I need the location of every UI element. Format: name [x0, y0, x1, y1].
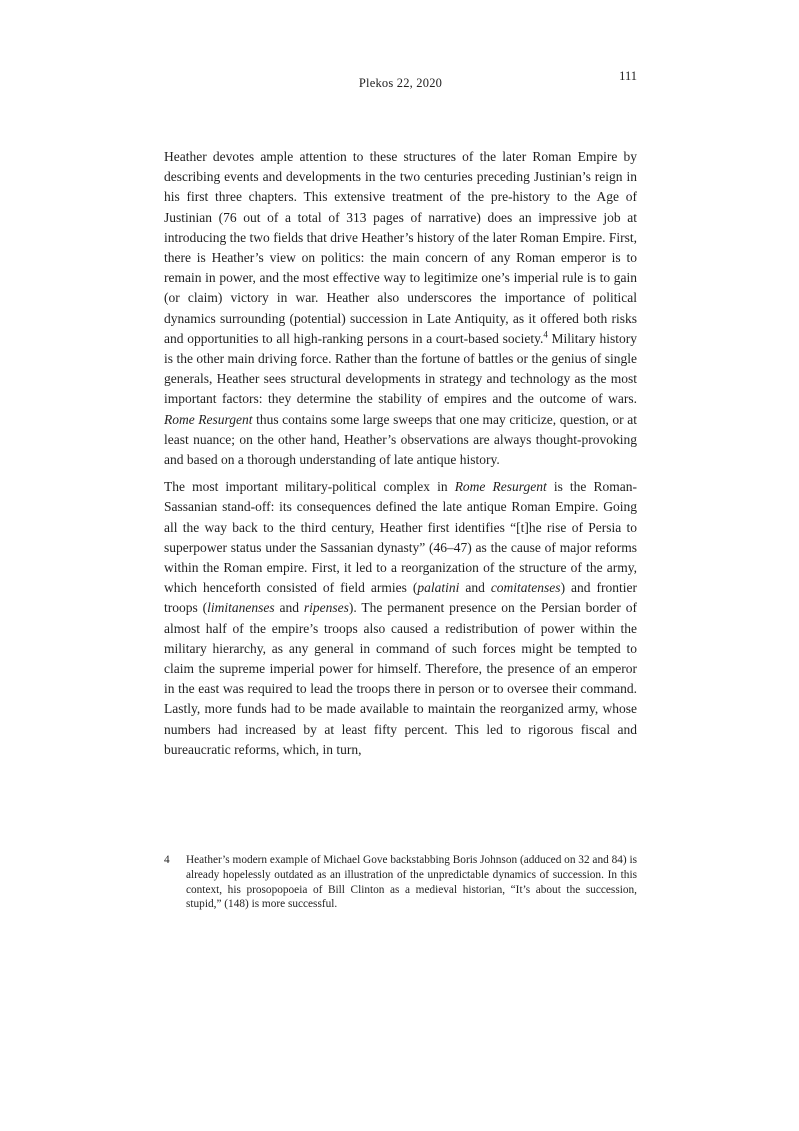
text-run: Heather’s modern example of Michael Gove backstabbing Boris Johnson (adduced on 32 and 84) is already hopelessly outdated as an illustration of the unpredictable dynamics of succession. In this context, his prosopopoeia of Bill Clinton as a medieval historian, “It’s about the succession, stupid,” (148) is more successful. [186, 854, 637, 911]
text-run: and [274, 600, 304, 616]
italic-text: Rome Resurgent [454, 479, 547, 495]
text-run: and [459, 580, 491, 596]
text-run: ) and frontier troops ( [164, 580, 637, 616]
body-text [164, 147, 637, 767]
footnote [164, 853, 637, 912]
footnote-reference: 4 [543, 329, 548, 340]
text-run: thus contains some large sweeps that one may criticize, question, or at least nuance; on the other hand, Heather’s observations are always thought-provoking and based on a thorough understanding of late antique history. [164, 411, 637, 468]
italic-text: ripenses [303, 600, 349, 616]
page-number: 111 [619, 69, 637, 83]
text-run: ). The permanent presence on the Persian border of almost half of the empire’s troops also caused a redistribution of power within the military hierarchy, as any general in command of such forces might be tempted to claim the supreme imperial power for himself. Therefore, the presence of an emperor in the east was required to lead the troops there in person or to oversee their command. Lastly, more funds had to be made available to maintain the reorganized army, whose numbers had increased by at least fifty percent. This led to rigorous fiscal and bureaucratic reforms, which, in turn, [164, 600, 637, 757]
text-run: The most important military-political complex in [164, 479, 455, 495]
italic-text: Rome Resurgent [164, 411, 253, 427]
footnote-number: 4 [164, 854, 170, 866]
journal-title: Plekos 22, 2020 [358, 76, 443, 90]
italic-text: limitanenses [207, 600, 275, 616]
text-run: Heather devotes ample attention to these structures of the later Roman Empire by describing events and developments in the two centuries preceding Justinian’s reign in his first three chapters. This extensive treatment of the pre-history to the Age of Justinian (76 out of a total of 313 pages of narrative) does an impressive job at introducing the two fields that drive Heather’s history of the later Roman Empire. First, there is Heather’s view on politics: the main concern of any Roman emperor is to remain in power, and the most effective way to legitimize one’s imperial rule is to gain (or claim) victory in war. Heather also underscores the importance of political dynamics surrounding (potential) succession in Late Antiquity, as it offered both risks and opportunities to all high-ranking persons in a court-based society. [164, 149, 637, 346]
footnote-text [186, 853, 637, 912]
italic-text: palatini [417, 580, 460, 596]
text-run: is the Roman-Sassanian stand-off: its consequences defined the late antique Roman Empire. Going all the way back to the third century, Heather first identifies “[t]he rise of Persia to superpower status under the Sassanian dynasty” (46–47) as the cause of major reforms within the Roman empire. First, it led to a reorganization of the structure of the army, which henceforth consisted of field armies ( [164, 479, 637, 596]
paragraph [164, 147, 637, 470]
footnotes [164, 853, 637, 912]
paragraph [164, 477, 637, 760]
text-run: Military history is the other main driving force. Rather than the fortune of battles or the genius of single generals, Heather sees structural developments in strategy and technology as the most important factors: they determine the stability of empires and the outcome of wars. [164, 330, 637, 407]
running-header [164, 69, 637, 93]
italic-text: comitatenses [490, 580, 561, 596]
